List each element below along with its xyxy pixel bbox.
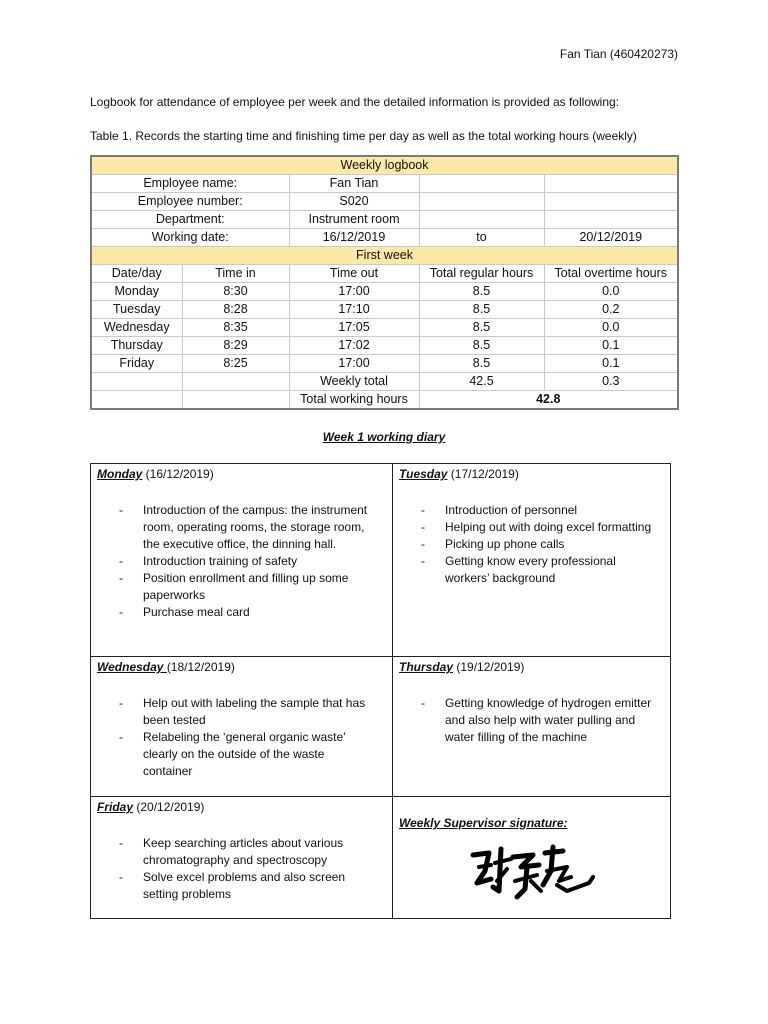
- task-list: [97, 502, 386, 621]
- weekly-logbook-table: [90, 155, 679, 410]
- bullet: -: [119, 554, 123, 568]
- column-header-row: [91, 265, 678, 283]
- friday-cell: [91, 797, 393, 919]
- wednesday-cell: [91, 657, 393, 797]
- time-out-cell: 17:05: [289, 319, 419, 337]
- day-date: (16/12/2019): [142, 467, 214, 481]
- monday-cell: [91, 464, 393, 657]
- overtime-hours-cell: 0.1: [544, 337, 678, 355]
- column-header: Total regular hours: [419, 265, 544, 283]
- empty-cell: [544, 211, 678, 229]
- item-text: Help out with labeling the sample that has been tested: [143, 696, 366, 727]
- bullet: -: [421, 554, 425, 568]
- total-working-hours-row: [91, 391, 678, 410]
- regular-hours-cell: 8.5: [419, 319, 544, 337]
- employee-number-label: Employee number:: [91, 193, 289, 211]
- list-item: [399, 536, 664, 553]
- intro-text: Logbook for attendance of employee per week and the detailed information is provided as following:: [90, 95, 620, 109]
- empty-cell: [544, 193, 678, 211]
- time-in-cell: 8:35: [182, 319, 289, 337]
- empty-cell: [544, 175, 678, 193]
- task-list: [399, 695, 664, 746]
- column-header: Time in: [182, 265, 289, 283]
- table-row: [91, 337, 678, 355]
- employee-name-value: Fan Tian: [289, 175, 419, 193]
- item-text: Purchase meal card: [143, 605, 250, 619]
- diary-row: [91, 657, 671, 797]
- day-cell: Tuesday: [91, 301, 182, 319]
- diary-title: Week 1 working diary: [322, 430, 446, 444]
- empty-cell: [91, 373, 182, 391]
- bullet: -: [119, 870, 123, 884]
- day-cell: Monday: [91, 283, 182, 301]
- empty-cell: [182, 391, 289, 410]
- date-to: 20/12/2019: [544, 229, 678, 247]
- list-item: [97, 835, 386, 869]
- date-from: 16/12/2019: [289, 229, 419, 247]
- employee-name-row: [91, 175, 678, 193]
- empty-cell: [182, 373, 289, 391]
- column-header: Time out: [289, 265, 419, 283]
- supervisor-signature-cell: [393, 797, 671, 919]
- item-text: Getting know every professional workers’ background: [445, 554, 616, 585]
- bullet: -: [421, 696, 425, 710]
- item-text: Helping out with doing excel formatting: [445, 520, 652, 534]
- list-item: [97, 604, 386, 621]
- list-item: [97, 695, 386, 729]
- day-date: (20/12/2019): [133, 800, 205, 814]
- working-date-label: Working date:: [91, 229, 289, 247]
- day-heading: [399, 466, 664, 482]
- item-text: Introduction training of safety: [143, 554, 298, 568]
- empty-cell: [419, 175, 544, 193]
- bullet: -: [119, 696, 123, 710]
- overtime-hours-cell: 0.1: [544, 355, 678, 373]
- total-working-hours-value: 42.8: [419, 391, 678, 410]
- logbook-title-row: [91, 156, 678, 175]
- time-out-cell: 17:02: [289, 337, 419, 355]
- working-date-row: [91, 229, 678, 247]
- diary-row: [91, 797, 671, 919]
- overtime-hours-cell: 0.0: [544, 283, 678, 301]
- employee-number-value: S020: [289, 193, 419, 211]
- day-name: Wednesday: [97, 660, 167, 674]
- day-heading: [97, 659, 386, 675]
- list-item: [399, 519, 664, 536]
- week-label: First week: [91, 247, 678, 265]
- day-name: Friday: [97, 800, 134, 814]
- item-text: Relabeling the ‘general organic waste’ clearly on the outside of the waste container: [143, 730, 346, 778]
- time-out-cell: 17:00: [289, 355, 419, 373]
- regular-hours-cell: 8.5: [419, 283, 544, 301]
- department-value: Instrument room: [289, 211, 419, 229]
- list-item: [399, 502, 664, 519]
- weekly-total-regular: 42.5: [419, 373, 544, 391]
- bullet: -: [119, 571, 123, 585]
- empty-cell: [419, 211, 544, 229]
- weekly-total-label: Weekly total: [289, 373, 419, 391]
- list-item: [97, 553, 386, 570]
- bullet: -: [119, 836, 123, 850]
- day-name: Monday: [97, 467, 143, 481]
- column-header: Total overtime hours: [544, 265, 678, 283]
- weekly-total-row: [91, 373, 678, 391]
- list-item: [399, 695, 664, 746]
- day-name: Tuesday: [399, 467, 448, 481]
- column-header: Date/day: [91, 265, 182, 283]
- bullet: -: [119, 503, 123, 517]
- time-out-cell: 17:00: [289, 283, 419, 301]
- day-date: (19/12/2019): [453, 660, 525, 674]
- overtime-hours-cell: 0.2: [544, 301, 678, 319]
- item-text: Keep searching articles about various chromatography and spectroscopy: [143, 836, 344, 867]
- time-in-cell: 8:30: [182, 283, 289, 301]
- day-heading: [399, 659, 664, 675]
- task-list: [399, 502, 664, 587]
- regular-hours-cell: 8.5: [419, 337, 544, 355]
- total-working-hours-label: Total working hours: [289, 391, 419, 410]
- time-in-cell: 8:29: [182, 337, 289, 355]
- day-date: (17/12/2019): [447, 467, 519, 481]
- bullet: -: [421, 503, 425, 517]
- list-item: [97, 729, 386, 780]
- list-item: [97, 502, 386, 553]
- logbook-title: Weekly logbook: [91, 156, 678, 175]
- signature-label: Weekly Supervisor signature:: [399, 816, 568, 830]
- time-in-cell: 8:25: [182, 355, 289, 373]
- tuesday-cell: [393, 464, 671, 657]
- working-diary-table: [90, 463, 671, 919]
- item-text: Introduction of the campus: the instrument room, operating rooms, the storage room, the executive office, the dinning hall.: [143, 503, 368, 551]
- task-list: [97, 835, 386, 903]
- regular-hours-cell: 8.5: [419, 301, 544, 319]
- handwritten-signature-icon: [467, 841, 597, 903]
- item-text: Introduction of personnel: [445, 503, 578, 517]
- bullet: -: [421, 537, 425, 551]
- day-date: (18/12/2019): [166, 660, 235, 674]
- item-text: Position enrollment and filling up some paperworks: [143, 571, 349, 602]
- overtime-hours-cell: 0.0: [544, 319, 678, 337]
- task-list: [97, 695, 386, 780]
- empty-cell: [91, 391, 182, 410]
- thursday-cell: [393, 657, 671, 797]
- day-heading: [97, 799, 386, 815]
- bullet: -: [421, 520, 425, 534]
- day-name: Thursday: [399, 660, 454, 674]
- list-item: [399, 553, 664, 587]
- table-row: [91, 355, 678, 373]
- diary-row: [91, 464, 671, 657]
- day-cell: Friday: [91, 355, 182, 373]
- bullet: -: [119, 730, 123, 744]
- table-row: [91, 319, 678, 337]
- item-text: Getting knowledge of hydrogen emitter and also help with water pulling and water filling of the machine: [445, 696, 652, 744]
- author-name: Fan Tian (460420273): [559, 47, 678, 61]
- department-row: [91, 211, 678, 229]
- item-text: Picking up phone calls: [445, 537, 565, 551]
- day-cell: Thursday: [91, 337, 182, 355]
- day-cell: Wednesday: [91, 319, 182, 337]
- day-heading: [97, 466, 386, 482]
- empty-cell: [419, 193, 544, 211]
- regular-hours-cell: 8.5: [419, 355, 544, 373]
- item-text: Solve excel problems and also screen setting problems: [143, 870, 346, 901]
- employee-name-label: Employee name:: [91, 175, 289, 193]
- table-row: [91, 301, 678, 319]
- list-item: [97, 869, 386, 903]
- table-row: [91, 283, 678, 301]
- weekly-total-overtime: 0.3: [544, 373, 678, 391]
- department-label: Department:: [91, 211, 289, 229]
- table-caption: Table 1. Records the starting time and finishing time per day as well as the total working hours (weekly): [90, 129, 637, 143]
- date-to-word: to: [419, 229, 544, 247]
- time-in-cell: 8:28: [182, 301, 289, 319]
- list-item: [97, 570, 386, 604]
- employee-number-row: [91, 193, 678, 211]
- week-label-row: [91, 247, 678, 265]
- time-out-cell: 17:10: [289, 301, 419, 319]
- bullet: -: [119, 605, 123, 619]
